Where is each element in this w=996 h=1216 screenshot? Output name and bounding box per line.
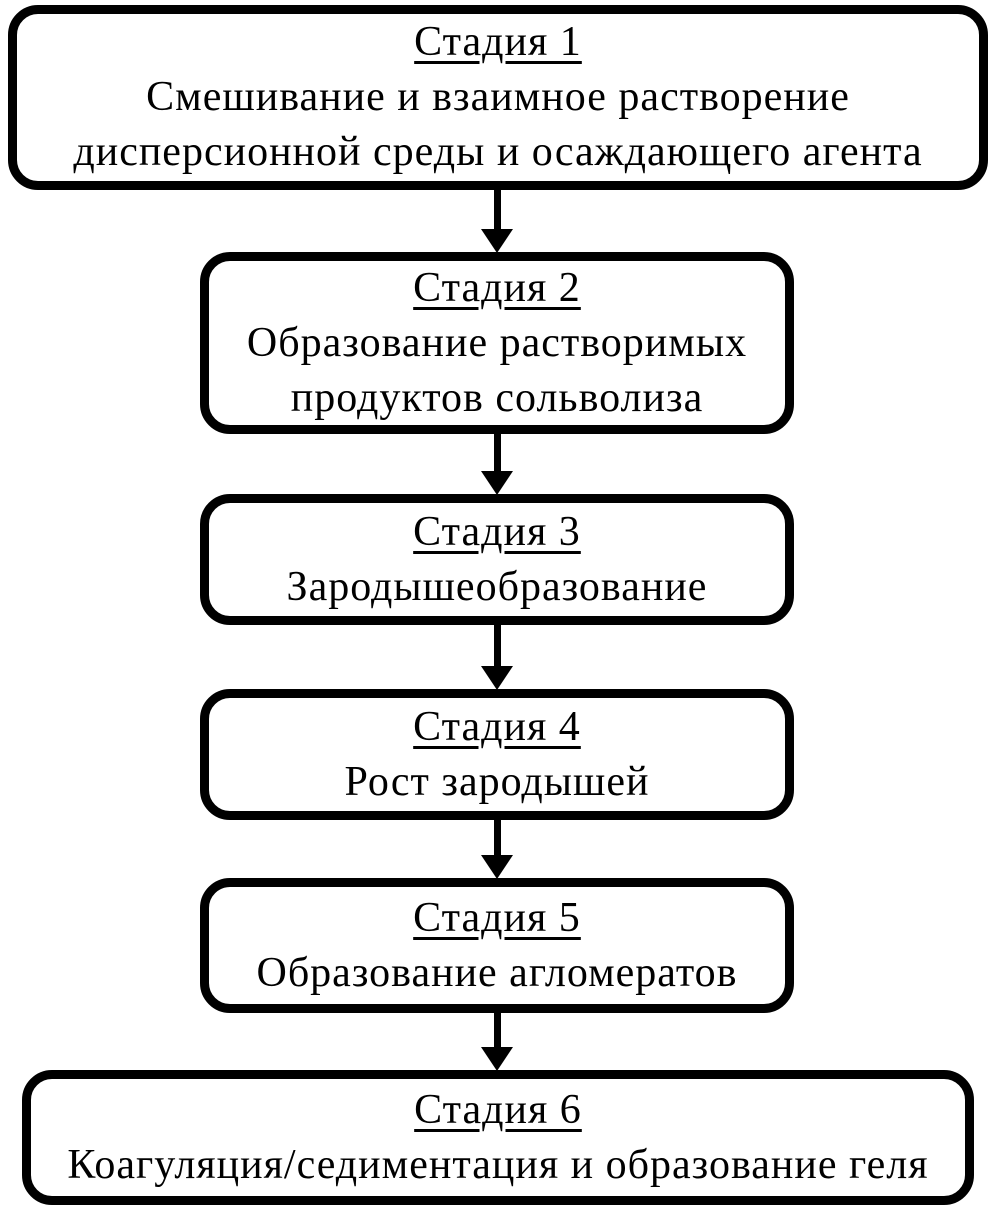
stage-1-description-line: Смешивание и взаимное растворение xyxy=(146,74,850,120)
arrow-stem xyxy=(494,1012,501,1051)
stage-1-title: Стадия 1 xyxy=(414,19,582,65)
arrow-stem xyxy=(494,819,501,859)
stage-6-description-line: Коагуляция/седиментация и образование геля xyxy=(67,1141,929,1188)
stage-6-title: Стадия 6 xyxy=(414,1086,582,1133)
down-arrow-icon xyxy=(481,189,513,253)
stage-4-title: Стадия 4 xyxy=(413,703,581,750)
stage-5-title: Стадия 5 xyxy=(413,894,581,941)
stage-1-description-line: дисперсионной среды и осаждающего агента xyxy=(73,129,923,175)
arrow-head xyxy=(481,471,513,495)
arrow-head xyxy=(481,666,513,690)
down-arrow-icon xyxy=(481,819,513,879)
down-arrow-icon xyxy=(481,433,513,495)
arrow-stem xyxy=(494,433,501,475)
stage-box-3 xyxy=(200,494,794,625)
stage-4-description-line: Рост зародышей xyxy=(344,758,650,805)
stage-5-description-line: Образование агломератов xyxy=(256,949,738,996)
arrow-stem xyxy=(494,624,501,670)
stage-3-title: Стадия 3 xyxy=(413,508,581,555)
stage-box-2 xyxy=(200,252,794,434)
down-arrow-icon xyxy=(481,624,513,690)
arrow-head xyxy=(481,855,513,879)
arrow-head xyxy=(481,1047,513,1071)
stage-box-4 xyxy=(200,689,794,820)
stage-box-5 xyxy=(200,878,794,1013)
arrow-stem xyxy=(494,189,501,233)
stage-2-title: Стадия 2 xyxy=(413,264,581,311)
stage-box-6 xyxy=(22,1070,974,1205)
down-arrow-icon xyxy=(481,1012,513,1071)
stage-3-description-line: Зародышеобразование xyxy=(286,563,708,610)
stage-box-1 xyxy=(8,5,988,190)
stage-2-description-line: продуктов сольволиза xyxy=(290,374,704,421)
arrow-head xyxy=(481,229,513,253)
stage-2-description-line: Образование растворимых xyxy=(246,319,748,366)
